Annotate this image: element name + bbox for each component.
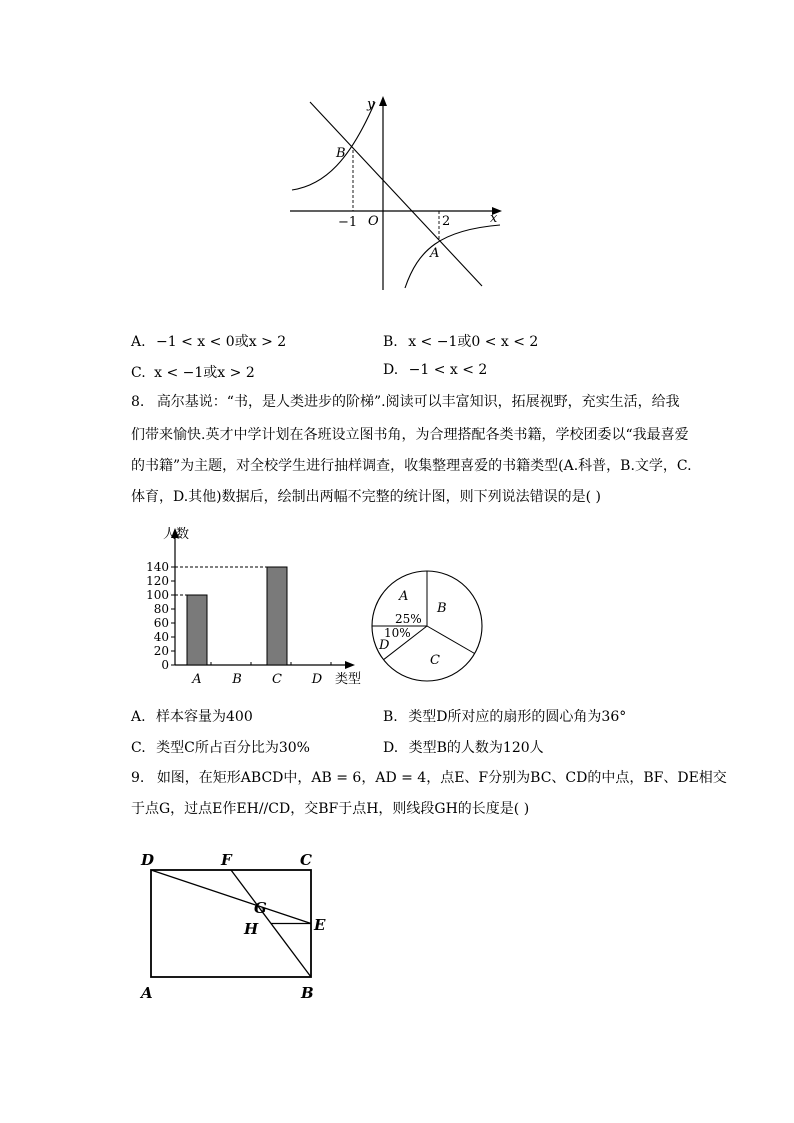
bar-a [187,595,207,665]
hyperbola-branch-right [405,225,500,288]
option-text: x < −1或0 < x < 2 [408,334,539,350]
q7-option-d[interactable] [383,362,487,378]
vertex-d-label: D [141,851,155,869]
bar-y-tick-label: 80 [153,602,169,616]
option-letter: A. [131,334,146,350]
option-text: 类型B的人数为120人 [408,740,544,756]
bar-ylabel: 人数 [163,527,190,542]
option-text: 类型D所对应的扇形的圆心角为36° [408,709,627,725]
option-letter: C. [131,365,146,381]
option-letter: B. [383,709,398,725]
option-letter: D. [383,740,399,756]
bar-category-label: B [232,672,242,687]
pie-label-a: A [399,589,409,604]
pie-label-d: D [379,638,390,653]
question-text: 如图，在矩形ABCD中，AB = 6，AD = 4，点E、F分别为BC、CD的中点，BF、DE相交 [156,770,727,786]
pie-percent-a: 25% [395,612,422,626]
bar-y-tick-label: 40 [153,630,169,644]
tick-neg1-label: −1 [338,215,358,230]
option-text: 类型C所占百分比为30% [156,740,310,756]
bar-y-tick-label: 100 [146,588,169,602]
q9-line-1 [131,764,727,793]
question-number: 8. [131,394,145,410]
tick-2-label: 2 [442,214,451,229]
bar-category-label: A [192,672,202,687]
bar-category-label: C [272,672,282,687]
vertex-b-label: B [301,984,314,1002]
q8-option-c[interactable] [131,737,310,757]
bar-c [267,567,287,665]
bar-y-tick-label: 60 [153,616,169,630]
q8-line-2: 们带来愉快.英才中学计划在各班设立图书角，为合理搭配各类书籍，学校团委以“我最喜爱 [131,427,689,443]
option-text: 样本容量为400 [156,709,253,725]
point-f-label: F [221,851,232,869]
linear-function-line [310,102,482,286]
option-text: −1 < x < 0或x > 2 [156,334,287,350]
pie-chart [365,568,495,688]
q8-option-d[interactable] [383,737,544,757]
question-text: 高尔基说：“书，是人类进步的阶梯”.阅读可以丰富知识，拓展视野，充实生活，给我 [156,394,680,410]
bar-y-tick-label: 20 [153,644,169,658]
pie-label-b: B [437,601,447,616]
x-axis-label: x [490,211,498,226]
point-e-label: E [314,916,326,934]
option-letter: C. [131,740,146,756]
option-letter: D. [383,362,399,378]
pie-divider-bc [427,626,475,654]
q8-option-b[interactable] [383,706,626,726]
bar-chart [130,520,370,690]
q7-option-c[interactable] [131,362,255,382]
q8-option-a[interactable] [131,706,253,726]
bar-y-tick-label: 140 [146,560,169,574]
vertex-c-label: C [300,851,312,869]
bar-y-tick-label: 120 [146,574,169,588]
option-text: −1 < x < 2 [408,362,488,378]
point-a-label: A [430,246,440,261]
y-axis-arrow [379,96,387,106]
y-axis-label: y [367,97,375,112]
hyperbola-branch-left [292,102,375,190]
function-graph [280,90,510,300]
pie-percent-d: 10% [384,626,411,640]
bar-x-axis-arrow [345,661,355,669]
q8-line-3: 的书籍”为主题，对全校学生进行抽样调查，收集整理喜爱的书籍类型(A.科普，B.文学，C. [131,458,692,474]
point-b-label: B [336,146,346,161]
point-g-label: G [254,899,267,917]
q8-line-4: 体育，D.其他)数据后，绘制出两幅不完整的统计图，则下列说法错误的是( ) [131,489,602,505]
q7-option-b[interactable] [383,331,538,351]
question-number: 9. [131,770,145,786]
q7-option-a[interactable] [131,331,286,351]
q8-line-1 [131,388,680,417]
bar-xlabel: 类型 [335,672,362,687]
rectangle-figure [135,845,335,1005]
option-letter: B. [383,334,398,350]
pie-label-c: C [430,653,440,668]
option-text: x < −1或x > 2 [154,365,255,381]
point-h-label: H [244,920,259,938]
option-letter: A. [131,709,146,725]
vertex-a-label: A [141,984,153,1002]
segment-de [151,870,311,924]
bar-y-tick-label: 0 [161,658,169,672]
q9-line-2: 于点G，过点E作EH//CD，交BF于点H，则线段GH的长度是( ) [131,801,530,817]
bar-category-label: D [311,672,323,687]
origin-label: O [368,214,379,229]
